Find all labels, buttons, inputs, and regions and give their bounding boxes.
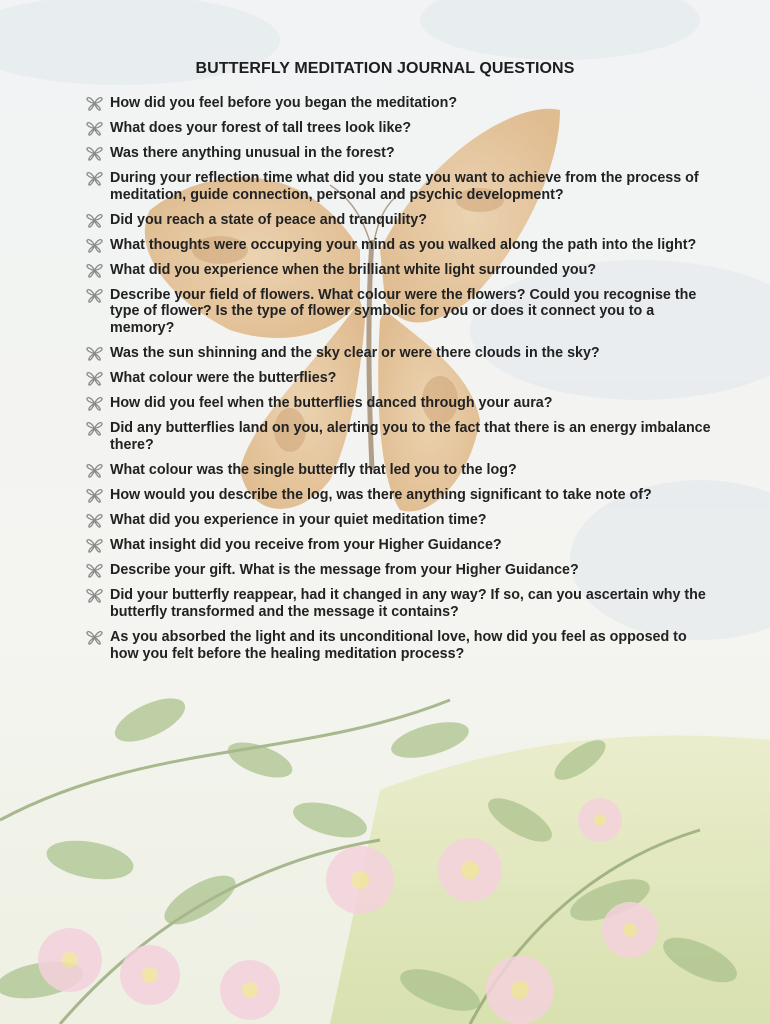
question-item [86, 345, 716, 362]
butterfly-bullet-icon [86, 346, 103, 361]
question-text: Describe your field of flowers. What colour were the flowers? Could you recognise the type of flower? Is the type of flower symbolic for you or does it connect you to a memory? [110, 286, 697, 337]
question-item [86, 395, 716, 412]
page-title: BUTTERFLY MEDITATION JOURNAL QUESTIONS [195, 60, 575, 77]
question-text: Did any butterflies land on you, alerting you to the fact that there is an energy imbalance there? [110, 420, 711, 454]
question-item [86, 629, 716, 663]
question-text: What does your forest of tall trees look like? [110, 119, 412, 136]
question-item [86, 170, 716, 204]
question-item [86, 212, 716, 229]
butterfly-bullet-icon [86, 396, 103, 411]
butterfly-bullet-icon [86, 121, 103, 136]
question-text: How would you describe the log, was there anything significant to take note of? [110, 486, 652, 503]
question-text: What insight did you receive from your Higher Guidance? [110, 536, 502, 553]
question-item [86, 237, 716, 254]
butterfly-bullet-icon [86, 563, 103, 578]
question-text: What colour were the butterflies? [110, 370, 337, 387]
question-text: Did your butterfly reappear, had it changed in any way? If so, can you ascertain why the butterfly transformed and the message it contains? [110, 586, 706, 620]
question-text: How did you feel when the butterflies danced through your aura? [110, 395, 553, 412]
question-text: What did you experience when the brilliant white light surrounded you? [110, 261, 597, 278]
question-text: What colour was the single butterfly that led you to the log? [110, 462, 517, 478]
butterfly-bullet-icon [86, 588, 103, 603]
butterfly-bullet-icon [86, 421, 103, 436]
butterfly-bullet-icon [86, 513, 103, 528]
butterfly-bullet-icon [86, 238, 103, 253]
question-list [86, 95, 716, 670]
butterfly-bullet-icon [86, 630, 103, 645]
question-item [86, 512, 716, 529]
butterfly-bullet-icon [86, 463, 103, 478]
question-item [86, 95, 716, 112]
question-item [86, 487, 716, 504]
question-text: Was there anything unusual in the forest? [110, 144, 395, 161]
butterfly-bullet-icon [86, 96, 103, 111]
butterfly-bullet-icon [86, 288, 103, 303]
butterfly-bullet-icon [86, 171, 103, 186]
question-text: How did you feel before you began the meditation? [110, 95, 458, 111]
question-item [86, 587, 716, 621]
question-text: Describe your gift. What is the message from your Higher Guidance? [110, 561, 579, 578]
question-text: As you absorbed the light and its unconditional love, how did you feel as opposed to how you felt before the healing meditation process? [110, 628, 687, 662]
question-item [86, 562, 716, 579]
question-item [86, 462, 716, 479]
question-item [86, 145, 716, 162]
butterfly-bullet-icon [86, 488, 103, 503]
question-text: What did you experience in your quiet meditation time? [110, 511, 487, 528]
question-item [86, 287, 716, 337]
butterfly-bullet-icon [86, 263, 103, 278]
question-item [86, 370, 716, 387]
butterfly-bullet-icon [86, 538, 103, 553]
butterfly-bullet-icon [86, 213, 103, 228]
question-item [86, 420, 716, 454]
question-item [86, 537, 716, 554]
question-text: Did you reach a state of peace and tranquility? [110, 211, 427, 228]
question-text: Was the sun shinning and the sky clear or were there clouds in the sky? [110, 345, 600, 362]
butterfly-bullet-icon [86, 371, 103, 386]
butterfly-bullet-icon [86, 146, 103, 161]
question-item [86, 262, 716, 279]
question-item [86, 120, 716, 137]
question-text: During your reflection time what did you state you want to achieve from the process of meditation, guide connection, personal and psychic development? [110, 169, 699, 203]
question-text: What thoughts were occupying your mind as you walked along the path into the light? [110, 236, 697, 253]
